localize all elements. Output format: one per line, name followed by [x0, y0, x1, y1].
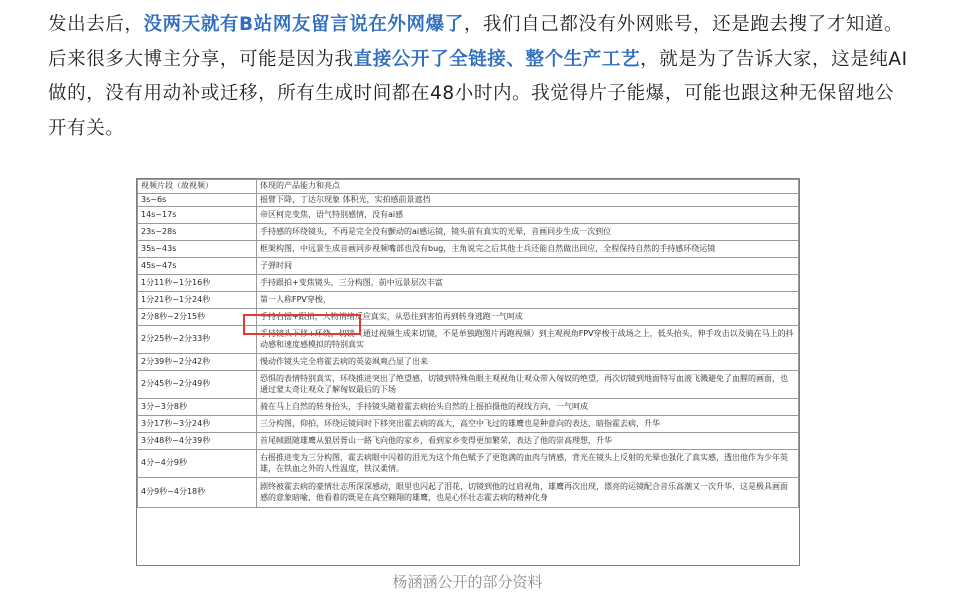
feature-cell: 恐惧的表情特别真实，环绕推进突出了绝望感，切镜到特殊鱼眼主观视角让观众带入匈奴的绝望，再次切镜到地面特写血液飞溅避免了血腥的画面，也通过蒙太奇让观众了解匈奴最后的下场: [257, 371, 799, 399]
table-row: [138, 224, 799, 241]
time-cell: 3s~6s: [138, 193, 257, 207]
table-row: [138, 275, 799, 292]
time-cell: 4分~4分9秒: [138, 450, 257, 478]
table-row: [138, 292, 799, 309]
table-row: [138, 193, 799, 207]
spec-table-image: [136, 178, 800, 566]
feature-cell: 三分构图，仰拍，环绕运镜同时下移突出霍去病的高大，高空中飞过的雄鹰也是种意向的表达，暗指霍去病，升华: [257, 416, 799, 433]
feature-cell: 帝区柯克变焦，语气特别感情，没有ai感: [257, 207, 799, 224]
article-body: [48, 8, 908, 146]
time-cell: 45s~47s: [138, 258, 257, 275]
table-row: [138, 416, 799, 433]
feature-cell: 第一人称FPV穿梭，: [257, 292, 799, 309]
feature-cell: 框架构图，中远景生成音画同步视频嘴部也没有bug，主角说完之后其他士兵还能自然做出回应，全程保持自然的手持感环绕运镜: [257, 241, 799, 258]
table-row: [138, 241, 799, 258]
image-caption: 杨涵涵公开的部分资料: [392, 573, 543, 591]
feature-cell: 剧终被霍去病的豪情壮志所深深感动，眼里也闪起了泪花，切镜到他的过肩视角，雄鹰再次出现，漂亮的运镜配合音乐高潮又一次升华，这是极具画面感的意象暗喻，他看着的既是在高空翱翔的雄鹰，也是心怀壮志霍去病的精神化身: [257, 478, 799, 508]
table-row: [138, 478, 799, 508]
feature-cell: 骑在马上自然的转身抬头，手持镜头随着霍去病抬头自然的上摇拍摄他的视线方向，一气呵成: [257, 399, 799, 416]
time-cell: 3分17秒~3分24秒: [138, 416, 257, 433]
feature-cell: 手持镜头下移+环绕，切镜（通过视频生成来切镜，不是单独跑图片再跑视频）到主观视角FPV穿梭于战场之上，低头抬头，伸手攻击以及骑在马上的抖动感和速度感模拟的特别真实: [257, 326, 799, 354]
time-cell: 1分21秒~1分24秒: [138, 292, 257, 309]
feature-cell: 手持右摇+跟拍，人物情绪反应真实，从恐往到害怕再到转身逃跑一气呵成: [257, 309, 799, 326]
paragraph-text: ，就是为了告诉大家，这是纯AI做的，没有用动补或迁移，所有生成时间都在48小时内。我觉得片子能爆，可能也跟这种无保留地公开有关。: [48, 48, 908, 139]
table-row: [138, 450, 799, 478]
time-cell: 1分11秒~1分16秒: [138, 275, 257, 292]
paragraph-text: ，我们自己都没有外网账号，还是跑去搜了才知道。后来很多大博主分享，可能是因为我: [48, 14, 904, 70]
feature-cell: 摇臂下降，丁达尔现象 体积光，实拍感前景遮挡: [257, 193, 799, 207]
spec-table: [137, 179, 799, 508]
paragraph-text: 发出去后，: [48, 14, 144, 35]
table-row: [138, 309, 799, 326]
table-row: [138, 354, 799, 371]
time-cell: 2分45秒~2分49秒: [138, 371, 257, 399]
highlight-text: 没两天就有B站网友留言说在外网爆了: [143, 14, 464, 35]
time-cell: 2分39秒~2分42秒: [138, 354, 257, 371]
table-row: [138, 399, 799, 416]
table-header-row: [138, 180, 799, 194]
time-cell: 2分25秒~2分33秒: [138, 326, 257, 354]
time-cell: 3分~3分8秒: [138, 399, 257, 416]
table-row: [138, 326, 799, 354]
feature-cell: 手持感的环绕镜头，不再是完全没有颤动的ai感运镜，镜头前有真实的光晕，音画同步生成一次到位: [257, 224, 799, 241]
time-cell: 35s~43s: [138, 241, 257, 258]
header-cell: 视频片段（故视频）: [138, 180, 257, 194]
table-row: [138, 207, 799, 224]
table-row: [138, 371, 799, 399]
time-cell: 4分9秒~4分18秒: [138, 478, 257, 508]
time-cell: 23s~28s: [138, 224, 257, 241]
highlight-text: 直接公开了全链接、整个生产工艺: [353, 48, 641, 70]
feature-cell: 手持跟拍+变焦镜头，三分构图，前中远景层次丰富: [257, 275, 799, 292]
time-cell: 3分48秒~4分39秒: [138, 433, 257, 450]
header-cell: 体现的产品能力和亮点: [257, 180, 799, 194]
feature-cell: 首尾帧跟随雄鹰从狼居胥山一路飞向他的家乡，看到家乡变得更加繁荣，表达了他的崇高理想，升华: [257, 433, 799, 450]
feature-cell: 慢动作镜头完全将霍去病的英姿飒爽凸显了出来: [257, 354, 799, 371]
article-paragraph: [48, 8, 908, 146]
feature-cell: 右摇推进变为三分构图，霍去病眼中闪着的泪光为这个角色赋予了更饱满的血肉与情感，背光在镜头上反射的光晕也强化了真实感，透出他作为少年英雄，在铁血之外的人性温度，铁汉柔情。: [257, 450, 799, 478]
table-row: [138, 433, 799, 450]
table-row: [138, 258, 799, 275]
time-cell: 14s~17s: [138, 207, 257, 224]
feature-cell: 子弹时间: [257, 258, 799, 275]
time-cell: 2分8秒~2分15秒: [138, 309, 257, 326]
